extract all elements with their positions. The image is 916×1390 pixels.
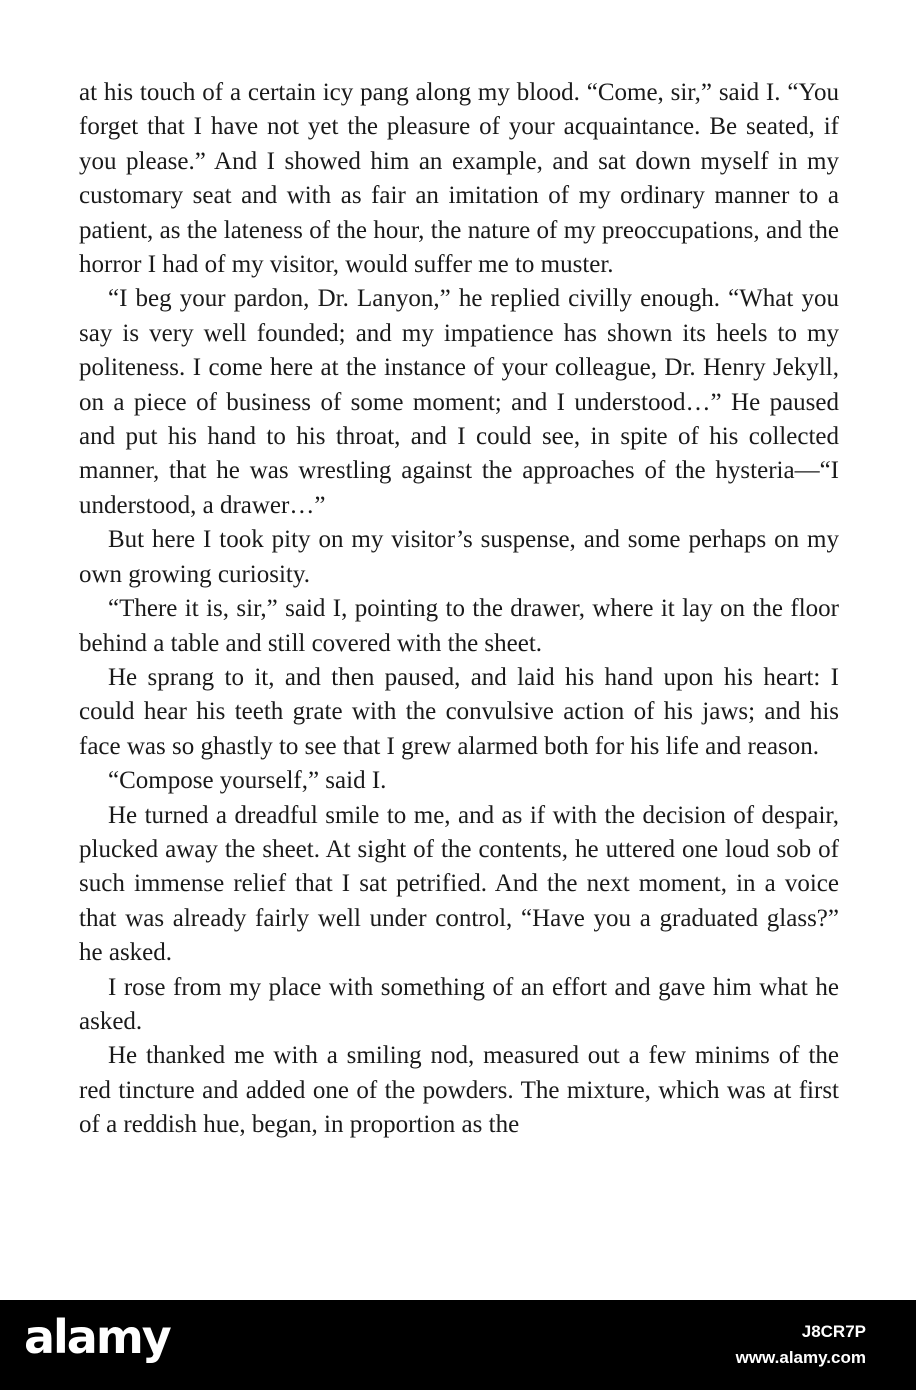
paragraph-2: “I beg your pardon, Dr. Lanyon,” he replied civilly enough. “What you say is very well founded; and my impatience has shown its heels to my politeness. I come here at the instance of your colleague, Dr. Henry Jekyll, on a piece of business of some moment; and I understood…” He paused and put his hand to his throat, and I could see, in spite of his collected manner, that he was wrestling against the approaches of the hysteria—“I understood, a drawer…” — [79, 285, 839, 519]
watermark-url: www.alamy.com — [735, 1348, 866, 1367]
paragraph-4: “There it is, sir,” said I, pointing to the drawer, where it lay on the floor behind a table and still covered with the sheet. — [79, 595, 839, 657]
paragraph-9: He thanked me with a smiling nod, measured out a few minims of the red tincture and added one of the powders. The mixture, which was at first of a reddish hue, began, in proportion as the — [79, 1042, 839, 1139]
paragraph-8: I rose from my place with something of an effort and gave him what he asked. — [79, 973, 839, 1035]
book-page-text — [79, 76, 839, 1143]
paragraph-1: at his touch of a certain icy pang along my blood. “Come, sir,” said I. “You forget that I have not yet the pleasure of your acquaintance. Be seated, if you please.” And I showed him an example, and sat down myself in my customary seat and with as fair an imitation of my ordinary manner to a patient, as the lateness of the hour, the nature of my preoccupations, and the horror I had of my visitor, would suffer me to muster. — [79, 79, 839, 279]
image-id-label: J8CR7P — [801, 1322, 866, 1341]
paragraph-7: He turned a dreadful smile to me, and as if with the decision of despair, plucked away the sheet. At sight of the contents, he uttered one loud sob of such immense relief that I sat petrified. And the next moment, in a voice that was already fairly well under control, “Have you a graduated glass?” he asked. — [79, 801, 839, 967]
alamy-logo: alamy — [24, 1310, 170, 1364]
paragraph-6: “Compose yourself,” said I. — [108, 767, 387, 795]
watermark-bar — [0, 1300, 916, 1390]
paragraph-3: But here I took pity on my visitor’s suspense, and some perhaps on my own growing curiosity. — [79, 526, 839, 588]
paragraph-5: He sprang to it, and then paused, and laid his hand upon his heart: I could hear his teeth grate with the convulsive action of his jaws; and his face was so ghastly to see that I grew alarmed both for his life and reason. — [79, 663, 839, 760]
